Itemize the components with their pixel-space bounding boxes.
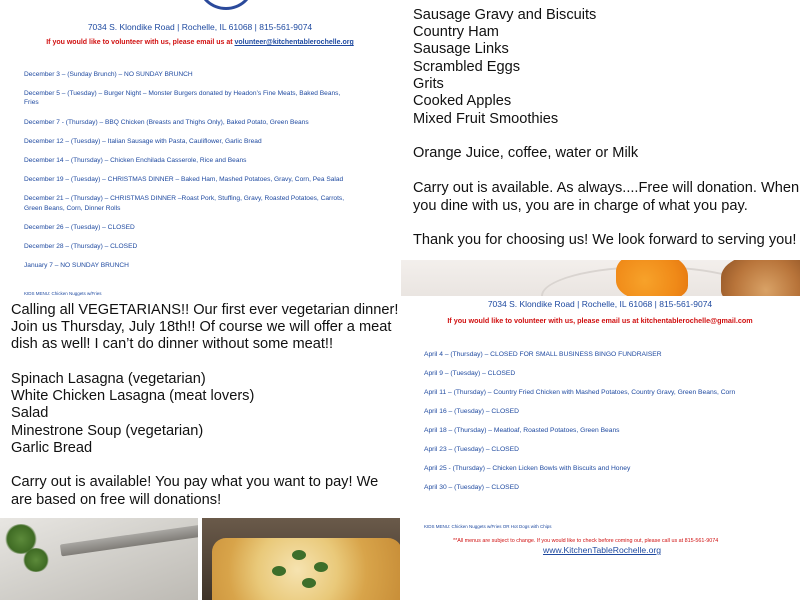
- logo: [198, 0, 254, 10]
- announcement-line: dish as well! I can’t do dinner without some meat!!: [11, 336, 334, 352]
- carry-out-line: are based on free will donations!: [11, 492, 222, 508]
- breakfast-menu-panel: [401, 0, 800, 260]
- december-volunteer-line: [0, 39, 400, 46]
- breakfast-photo: [401, 260, 800, 299]
- menu-entry: April 18 – (Thursday) – Meatloaf, Roasted Potatoes, Green Beans: [424, 427, 620, 434]
- website-link[interactable]: www.KitchenTableRochelle.org: [543, 545, 661, 555]
- breakfast-item: Grits: [413, 76, 444, 92]
- april-menu-panel: [400, 296, 800, 600]
- april-volunteer-line: If you would like to volunteer with us, please email us at kitchentablerochelle@gmail.com: [447, 316, 753, 325]
- orange-slice-shape: [616, 260, 688, 299]
- announcement-line: Join us Thursday, July 18th!! Of course we will offer a meat: [11, 319, 392, 335]
- drinks-line: Orange Juice, coffee, water or Milk: [413, 145, 639, 161]
- vegetarian-item: Spinach Lasagna (vegetarian): [11, 371, 206, 387]
- breakfast-item: Mixed Fruit Smoothies: [413, 111, 559, 127]
- basil-shape: [302, 578, 316, 588]
- april-address: 7034 S. Klondike Road | Rochelle, IL 61068 | 815-561-9074: [487, 299, 713, 309]
- thank-you-line: Thank you for choosing us! We look forward to serving you!: [413, 232, 797, 248]
- volunteer-text: If you would like to volunteer with us, please email us at: [46, 39, 235, 46]
- vegetarian-item: Minestrone Soup (vegetarian): [11, 423, 204, 439]
- menu-entry: December 21 – (Thursday) – CHRISTMAS DINNER –Roast Pork, Stuffing, Gravy, Roasted Potatoes, Carrots,: [24, 195, 345, 202]
- volunteer-email-link[interactable]: volunteer@kitchentablerochelle.org: [234, 39, 354, 46]
- menu-entry: Fries: [24, 99, 39, 106]
- menu-entry: April 4 – (Thursday) – CLOSED FOR SMALL BUSINESS BINGO FUNDRAISER: [424, 351, 662, 358]
- basil-shape: [314, 562, 328, 572]
- menu-entry: December 19 – (Tuesday) – CHRISTMAS DINNER – Baked Ham, Mashed Potatoes, Gravy, Corn, Pea Salad: [24, 176, 344, 183]
- menu-entry: April 16 – (Tuesday) – CLOSED: [424, 408, 519, 415]
- vegetarian-item: Salad: [11, 405, 49, 421]
- menu-entry: January 7 – NO SUNDAY BRUNCH: [24, 262, 129, 269]
- menu-change-note: **All menus are subject to change. If you would like to check before coming out, please call us at 815-561-9074: [453, 538, 719, 544]
- menu-entry: Green Beans, Corn, Dinner Rolls: [24, 205, 121, 212]
- menu-entry: April 23 – (Tuesday) – CLOSED: [424, 446, 519, 453]
- vegetarian-item: White Chicken Lasagna (meat lovers): [11, 388, 255, 404]
- kids-menu: KIDS MENU: Chicken Nuggets w/Fries: [24, 291, 102, 296]
- breakfast-item: Sausage Links: [413, 41, 509, 57]
- menu-entry: December 5 – (Tuesday) – Burger Night – Monster Burgers donated by Headon’s Fine Meats, Baked Beans,: [24, 90, 341, 97]
- herbs-photo: [0, 518, 198, 600]
- basil-shape: [292, 550, 306, 560]
- menu-entry: December 3 – (Sunday Brunch) – NO SUNDAY BRUNCH: [24, 71, 193, 78]
- announcement-line: Calling all VEGETARIANS!! Our first ever vegetarian dinner!: [11, 302, 399, 318]
- menu-entry: April 30 – (Tuesday) – CLOSED: [424, 484, 519, 491]
- menu-entry: December 7 - (Thursday) – BBQ Chicken (Breasts and Thighs Only), Baked Potato, Green Beans: [24, 119, 309, 126]
- breakfast-item: Sausage Gravy and Biscuits: [413, 7, 597, 23]
- breakfast-item: Cooked Apples: [413, 93, 512, 109]
- lasagna-photo: [202, 518, 400, 600]
- knife-shape: [60, 524, 198, 557]
- menu-entry: December 28 – (Thursday) – CLOSED: [24, 243, 138, 250]
- herb-shape: [22, 548, 50, 572]
- vegetarian-dinner-panel: [0, 302, 400, 518]
- carry-out-line: you dine with us, you are in charge of what you pay.: [413, 198, 748, 214]
- breakfast-item: Country Ham: [413, 24, 499, 40]
- december-menu-panel: [0, 0, 400, 302]
- menu-entry: April 11 – (Thursday) – Country Fried Chicken with Mashed Potatoes, Country Gravy, Green Beans, Corn: [424, 389, 736, 396]
- croissant-shape: [721, 260, 800, 299]
- menu-entry: April 9 – (Tuesday) – CLOSED: [424, 370, 516, 377]
- menu-entry: December 14 – (Thursday) – Chicken Enchilada Casserole, Rice and Beans: [24, 157, 247, 164]
- carry-out-line: Carry out is available. As always....Free will donation. When: [413, 180, 800, 196]
- menu-entry: December 26 – (Tuesday) – CLOSED: [24, 224, 135, 231]
- basil-shape: [272, 566, 286, 576]
- carry-out-line: Carry out is available! You pay what you want to pay! We: [11, 474, 379, 490]
- vegetarian-item: Garlic Bread: [11, 440, 93, 456]
- december-address: 7034 S. Klondike Road | Rochelle, IL 61068 | 815-561-9074: [87, 22, 313, 32]
- lasagna-shape: [212, 538, 400, 600]
- menu-entry: December 12 – (Tuesday) – Italian Sausage with Pasta, Cauliflower, Garlic Bread: [24, 138, 262, 145]
- breakfast-item: Scrambled Eggs: [413, 59, 521, 75]
- kids-menu: KIDS MENU: Chicken Nuggets w/Fries OR Hot Dogs with Chips: [424, 524, 552, 529]
- menu-entry: April 25 - (Thursday) – Chicken Licken Bowls with Biscuits and Honey: [424, 465, 631, 472]
